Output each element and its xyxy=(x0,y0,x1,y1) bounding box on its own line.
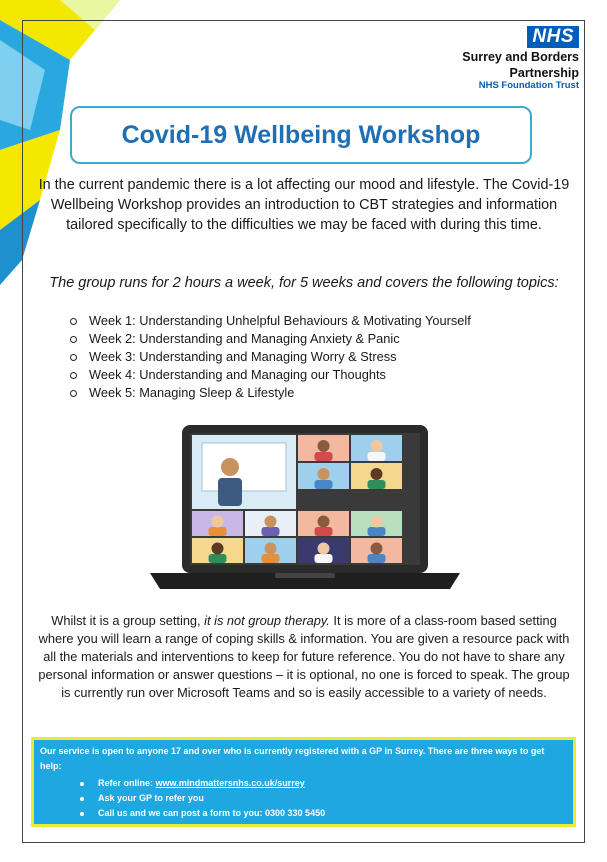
participant-head xyxy=(318,468,330,480)
body-paragraph xyxy=(34,612,574,702)
participant-head xyxy=(371,543,383,555)
participant-body xyxy=(209,527,227,536)
participant-head xyxy=(265,543,277,555)
nhs-logo xyxy=(462,26,579,92)
ask-gp-text: Ask your GP to refer you xyxy=(98,793,204,803)
participant-body xyxy=(368,554,386,563)
participant-body xyxy=(315,452,333,461)
org-name-line2: Partnership xyxy=(509,66,579,80)
nhs-badge: NHS xyxy=(527,26,579,48)
list-item xyxy=(80,806,567,821)
participant-body xyxy=(262,527,280,536)
topic-label: Week 4: Understanding and Managing our Thoughts xyxy=(89,367,386,382)
schedule-subheading: The group runs for 2 hours a week, for 5 weeks and covers the following topics: xyxy=(49,275,559,291)
help-box xyxy=(31,737,576,827)
topics-list xyxy=(70,312,471,402)
bullet-icon xyxy=(80,782,84,786)
help-options-list xyxy=(40,776,567,821)
org-name-line1: Surrey and Borders xyxy=(462,50,579,64)
bullet-icon xyxy=(80,812,84,816)
participant-head xyxy=(212,516,224,528)
topic-label: Week 2: Understanding and Managing Anxiety & Panic xyxy=(89,331,400,346)
topic-label: Week 5: Managing Sleep & Lifestyle xyxy=(89,385,295,400)
participant-head xyxy=(212,543,224,555)
call-text: Call us and we can post a form to you: 0300 330 5450 xyxy=(98,808,326,818)
body-emphasis: it is not group therapy. xyxy=(204,613,330,628)
list-item xyxy=(70,312,471,330)
participant-body xyxy=(315,527,333,536)
trust-name: NHS Foundation Trust xyxy=(478,80,579,91)
circle-bullet-icon xyxy=(70,354,77,361)
participant-body xyxy=(209,554,227,563)
participant-body xyxy=(262,554,280,563)
participant-body xyxy=(368,480,386,489)
circle-bullet-icon xyxy=(70,336,77,343)
participant-head xyxy=(318,543,330,555)
participant-head xyxy=(371,468,383,480)
bullet-icon xyxy=(80,797,84,801)
list-item xyxy=(70,330,471,348)
participant-body xyxy=(368,527,386,536)
list-item xyxy=(70,348,471,366)
topic-label: Week 1: Understanding Unhelpful Behaviours & Motivating Yourself xyxy=(89,313,471,328)
circle-bullet-icon xyxy=(70,390,77,397)
participant-head xyxy=(318,516,330,528)
help-intro: Our service is open to anyone 17 and over who is currently registered with a GP in Surrey. There are three ways to get help: xyxy=(40,746,545,771)
list-item xyxy=(80,791,567,806)
participant-body xyxy=(368,452,386,461)
body-text-part2: It is more of a class-room based setting where you will learn a range of coping skills & information. You are given a resource pack with all the materials and interventions to keep for future reference. You do not have to share any personal information or answer questions – it is optional, no one is forced to speak. The group is currently run over Microsoft Teams and so is easily accessible to a variety of needs. xyxy=(38,613,570,700)
circle-bullet-icon xyxy=(70,318,77,325)
laptop-video-call-illustration xyxy=(150,423,460,593)
body-text-part1: Whilst it is a group setting, xyxy=(51,613,205,628)
list-item xyxy=(80,776,567,791)
refer-online-link[interactable]: www.mindmattersnhs.co.uk/surrey xyxy=(155,778,305,788)
list-item xyxy=(70,384,471,402)
participant-body xyxy=(315,480,333,489)
participant-head xyxy=(371,516,383,528)
topic-label: Week 3: Understanding and Managing Worry & Stress xyxy=(89,349,397,364)
page-title: Covid-19 Wellbeing Workshop xyxy=(121,120,481,149)
participant-head xyxy=(371,440,383,452)
participant-body xyxy=(315,554,333,563)
title-box xyxy=(70,106,532,164)
intro-paragraph: In the current pandemic there is a lot affecting our mood and lifestyle. The Covid-19 Wellbeing Workshop provides an introduction to CBT strategies and information tailored specifically to the difficulties we may be faced with during this time. xyxy=(38,177,570,233)
refer-online-label: Refer online: xyxy=(98,778,154,788)
circle-bullet-icon xyxy=(70,372,77,379)
participant-head xyxy=(265,516,277,528)
participant-head xyxy=(318,440,330,452)
list-item xyxy=(70,366,471,384)
